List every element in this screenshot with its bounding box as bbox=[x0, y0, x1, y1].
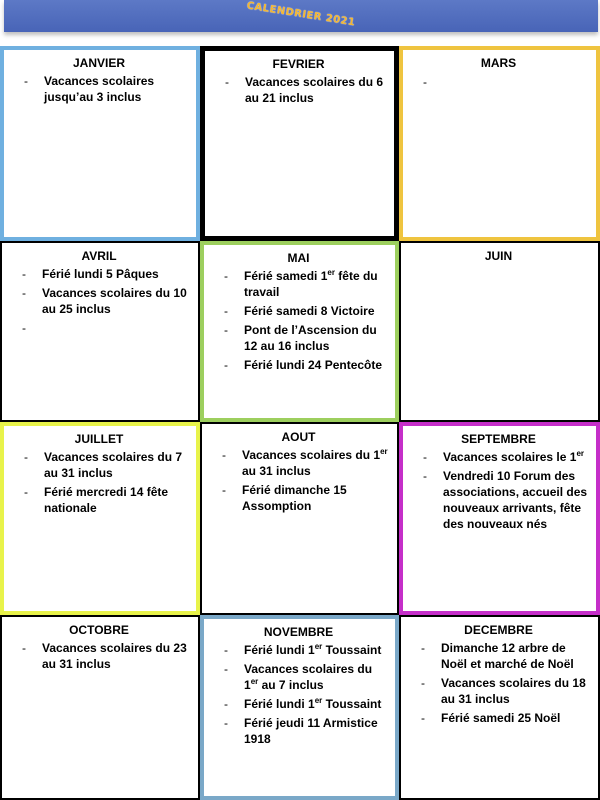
event-item bbox=[8, 640, 190, 672]
event-list bbox=[409, 449, 588, 532]
event-text: Vacances scolaires du 10 au 25 inclus bbox=[42, 286, 187, 316]
event-list bbox=[8, 266, 190, 335]
ordinal-suffix: er bbox=[576, 449, 584, 458]
month-title: MARS bbox=[480, 56, 517, 70]
event-item bbox=[8, 285, 190, 317]
dash-bullet: - bbox=[224, 323, 228, 337]
event-item bbox=[210, 696, 387, 712]
event-list bbox=[208, 447, 389, 514]
dash-bullet: - bbox=[224, 697, 228, 711]
dash-bullet: - bbox=[22, 321, 26, 335]
month-title: MAI bbox=[287, 251, 310, 265]
event-text: Vacances scolaires du 6 au 21 inclus bbox=[245, 75, 384, 105]
dash-bullet: - bbox=[225, 75, 229, 89]
month-cell-fevrier bbox=[200, 46, 399, 241]
month-cell-avril bbox=[0, 241, 200, 422]
event-item bbox=[10, 484, 188, 516]
calendar-grid bbox=[0, 46, 600, 800]
dash-bullet: - bbox=[224, 662, 228, 676]
dash-bullet: - bbox=[24, 485, 28, 499]
month-title: OCTOBRE bbox=[69, 623, 129, 637]
event-text: Férié lundi 5 Pâques bbox=[42, 267, 159, 281]
event-text: Toussaint bbox=[322, 697, 382, 711]
ordinal-suffix: er bbox=[250, 677, 259, 686]
ordinal-suffix: er bbox=[314, 696, 323, 705]
event-text: Férié samedi 25 Noël bbox=[441, 711, 561, 725]
event-text: Toussaint bbox=[322, 643, 382, 657]
event-item bbox=[208, 482, 389, 514]
event-item bbox=[409, 449, 588, 465]
event-item bbox=[407, 710, 590, 726]
event-text: Vacances scolaires du 1 bbox=[242, 448, 381, 462]
event-text: Férié samedi 8 Victoire bbox=[244, 304, 375, 318]
dash-bullet: - bbox=[224, 643, 228, 657]
month-cell-janvier bbox=[0, 46, 200, 241]
event-text: Vacances scolaires du 18 au 31 inclus bbox=[441, 676, 586, 706]
event-list bbox=[211, 74, 386, 106]
page-title: CALENDRIER 2021 bbox=[245, 0, 357, 29]
dash-bullet: - bbox=[423, 450, 427, 464]
event-item bbox=[210, 357, 387, 373]
event-text: Vacances scolaires du 1 bbox=[244, 662, 373, 692]
dash-bullet: - bbox=[423, 469, 427, 483]
event-text: Pont de l’Ascension du 12 au 16 inclus bbox=[244, 323, 377, 353]
event-item bbox=[407, 640, 590, 672]
dash-bullet: - bbox=[224, 269, 228, 283]
month-cell-aout bbox=[200, 422, 399, 615]
month-title: JUIN bbox=[484, 249, 513, 263]
dash-bullet: - bbox=[222, 448, 226, 462]
event-list bbox=[10, 449, 188, 516]
event-list bbox=[210, 642, 387, 747]
event-text: au 7 inclus bbox=[258, 678, 324, 692]
dash-bullet: - bbox=[222, 483, 226, 497]
event-text: Férié samedi 1 bbox=[244, 269, 328, 283]
event-list bbox=[8, 640, 190, 672]
event-item bbox=[407, 675, 590, 707]
event-item bbox=[210, 303, 387, 319]
event-text: Dimanche 12 arbre de Noël et marché de Noël bbox=[441, 641, 574, 671]
event-text: Férié lundi 1 bbox=[244, 697, 315, 711]
month-cell-juillet bbox=[0, 422, 200, 615]
ordinal-suffix: er bbox=[327, 268, 335, 277]
event-list bbox=[407, 640, 590, 726]
event-text: fête du travail bbox=[244, 269, 378, 299]
month-title: AVRIL bbox=[81, 249, 117, 263]
event-text: Vacances scolaires jusqu’au 3 inclus bbox=[44, 74, 155, 104]
dash-bullet: - bbox=[24, 74, 28, 88]
event-item bbox=[8, 266, 190, 282]
dash-bullet: - bbox=[421, 676, 425, 690]
event-text: Férié lundi 24 Pentecôte bbox=[244, 358, 383, 372]
month-cell-septembre bbox=[399, 422, 600, 615]
month-cell-juin bbox=[399, 241, 600, 422]
dash-bullet: - bbox=[22, 286, 26, 300]
event-list bbox=[10, 73, 188, 105]
month-cell-octobre bbox=[0, 615, 200, 800]
header-banner bbox=[4, 0, 598, 32]
dash-bullet: - bbox=[22, 267, 26, 281]
month-title: DECEMBRE bbox=[464, 623, 533, 637]
month-cell-novembre bbox=[200, 615, 399, 800]
event-text: au 31 inclus bbox=[242, 464, 311, 478]
event-item bbox=[10, 449, 188, 481]
event-text: Férié mercredi 14 fête nationale bbox=[44, 485, 169, 515]
month-cell-mai bbox=[200, 241, 399, 422]
dash-bullet: - bbox=[224, 716, 228, 730]
dash-bullet: - bbox=[224, 358, 228, 372]
event-item bbox=[409, 468, 588, 532]
dash-bullet: - bbox=[22, 641, 26, 655]
month-title: AOUT bbox=[281, 430, 316, 444]
dash-bullet: - bbox=[24, 450, 28, 464]
dash-bullet: - bbox=[421, 711, 425, 725]
event-item bbox=[208, 447, 389, 479]
event-list bbox=[210, 268, 387, 373]
event-text: Vacances scolaires le 1 bbox=[443, 450, 577, 464]
month-cell-decembre bbox=[399, 615, 600, 800]
event-text: Férié lundi 1 bbox=[244, 643, 315, 657]
event-item bbox=[210, 322, 387, 354]
event-text: Férié jeudi 11 Armistice 1918 bbox=[244, 716, 378, 746]
month-cell-mars bbox=[399, 46, 600, 241]
event-item bbox=[210, 715, 387, 747]
dash-bullet: - bbox=[421, 641, 425, 655]
event-text: Vacances scolaires du 7 au 31 inclus bbox=[44, 450, 183, 480]
month-title: JANVIER bbox=[72, 56, 125, 70]
event-text: Vacances scolaires du 23 au 31 inclus bbox=[42, 641, 187, 671]
event-text: Férié dimanche 15 Assomption bbox=[242, 483, 347, 513]
ordinal-suffix: er bbox=[380, 447, 388, 456]
month-title: FEVRIER bbox=[272, 57, 325, 71]
event-item bbox=[211, 74, 386, 106]
dash-bullet: - bbox=[224, 304, 228, 318]
ordinal-suffix: er bbox=[314, 642, 323, 651]
event-item bbox=[10, 73, 188, 105]
month-title: JUILLET bbox=[74, 432, 124, 446]
event-item bbox=[210, 268, 387, 300]
event-item bbox=[210, 642, 387, 658]
month-title: NOVEMBRE bbox=[263, 625, 334, 639]
event-text: Vendredi 10 Forum des associations, accueil des nouveaux arrivants, fête des nouveaux nés bbox=[443, 469, 588, 531]
event-item bbox=[210, 661, 387, 693]
month-title: SEPTEMBRE bbox=[461, 432, 536, 446]
dash-bullet: - bbox=[423, 75, 427, 89]
